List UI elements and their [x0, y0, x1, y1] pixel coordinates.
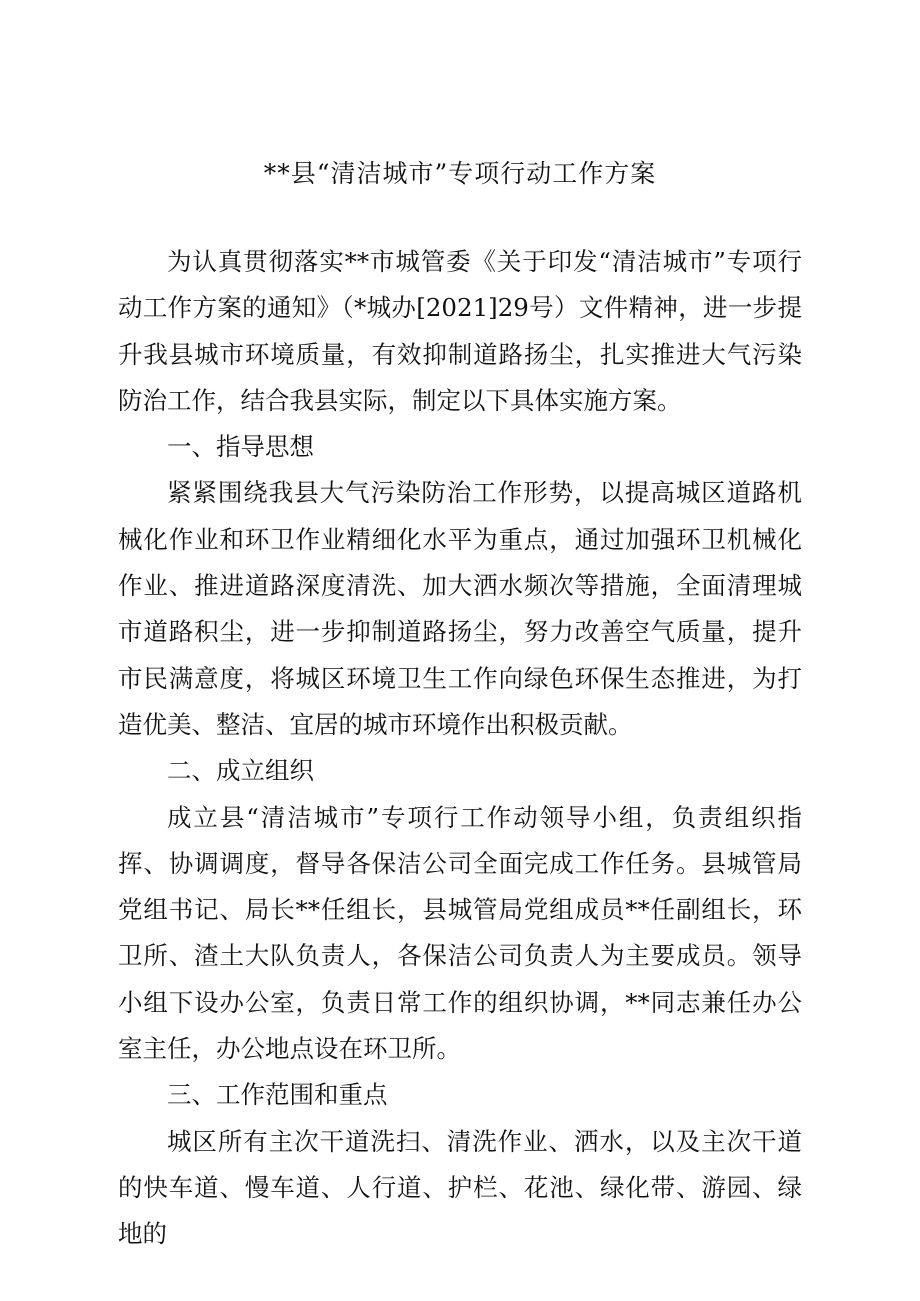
section-paragraph-guiding-thought: 紧紧围绕我县大气污染防治工作形势，以提高城区道路机械化作业和环卫作业精细化水平为重点，通过加强环卫机械化作业、推进道路深度清洗、加大洒水频次等措施，全面清理城市道路积尘，进一步抑制道路扬尘，努力改善空气质量，提升市民满意度，将城区环境卫生工作向绿色环保生态推进，为打造优美、整洁、宜居的城市环境作出积极贡献。	[118, 478, 802, 739]
section-heading-guiding-thought: 一、指导思想	[167, 432, 314, 462]
section-paragraph-scope: 城区所有主次干道洗扫、清洗作业、洒水，以及主次干道的快车道、慢车道、人行道、护栏、花池、绿化带、游园、绿地的	[118, 1126, 802, 1249]
intro-paragraph: 为认真贯彻落实**市城管委《关于印发“清洁城市”专项行动工作方案的通知》（*城办[2021]29号）文件精神，进一步提升我县城市环境质量，有效抑制道路扬尘，扎实推进大气污染防治工作，结合我县实际，制定以下具体实施方案。	[118, 247, 802, 415]
document-title: **县“清洁城市”专项行动工作方案	[263, 159, 657, 188]
section-heading-organization: 二、成立组织	[167, 756, 314, 786]
section-heading-scope: 三、工作范围和重点	[167, 1080, 388, 1110]
section-paragraph-organization: 成立县“清洁城市”专项行工作动领导小组，负责组织指挥、协调调度，督导各保洁公司全面完成工作任务。县城管局党组书记、局长**任组长，县城管局党组成员**任副组长，环卫所、渣土大队负责人，各保洁公司负责人为主要成员。领导小组下设办公室，负责日常工作的组织协调，**同志兼任办公室主任，办公地点设在环卫所。	[118, 802, 802, 1064]
document-body	[118, 239, 802, 1258]
